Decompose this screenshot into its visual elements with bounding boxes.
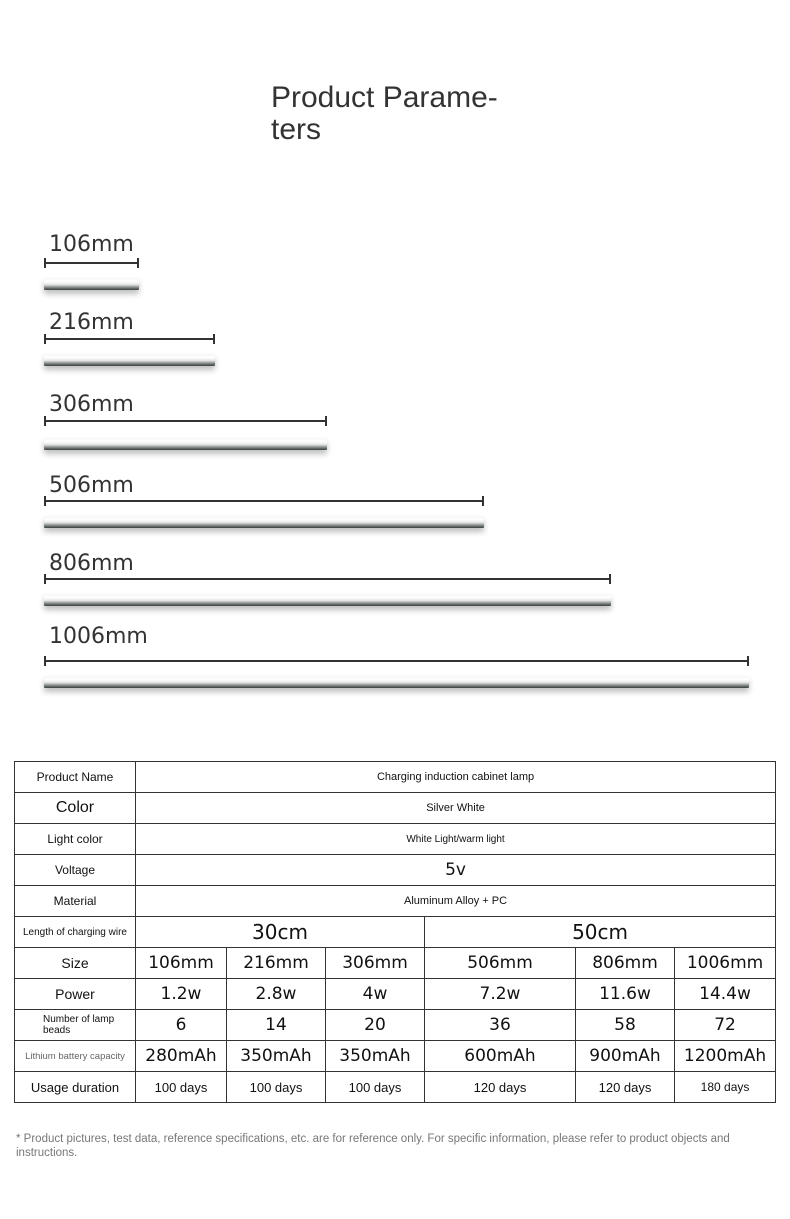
dimension-line <box>44 258 139 268</box>
row-value: 1006mm <box>675 948 776 979</box>
row-label: Light color <box>15 824 136 855</box>
row-value: 4w <box>326 979 425 1010</box>
row-value: 120 days <box>576 1072 675 1103</box>
page-title-line1: Product Parame- <box>271 81 498 114</box>
row-value: 100 days <box>227 1072 326 1103</box>
page-title-line2: ters <box>271 113 322 146</box>
row-label: Product Name <box>15 762 136 793</box>
row-label: Voltage <box>15 855 136 886</box>
row-value: 600mAh <box>425 1041 576 1072</box>
row-value: 900mAh <box>576 1041 675 1072</box>
row-value: 50cm <box>425 917 776 948</box>
table-row <box>15 1041 776 1072</box>
row-value: 11.6w <box>576 979 675 1010</box>
row-value: 350mAh <box>227 1041 326 1072</box>
lamp-bar <box>44 438 327 450</box>
row-value: 350mAh <box>326 1041 425 1072</box>
row-value: 306mm <box>326 948 425 979</box>
table-row <box>15 855 776 886</box>
row-value: 2.8w <box>227 979 326 1010</box>
row-value: 100 days <box>136 1072 227 1103</box>
dimension-line <box>44 496 484 506</box>
row-value: 180 days <box>675 1072 776 1103</box>
row-value: 72 <box>675 1010 776 1041</box>
row-label: Lithium battery capacity <box>15 1041 136 1072</box>
dimension-line <box>44 574 611 584</box>
table-row <box>15 948 776 979</box>
lamp-length-label: 806mm <box>49 551 134 576</box>
row-value: 14 <box>227 1010 326 1041</box>
row-value: 6 <box>136 1010 227 1041</box>
table-row <box>15 793 776 824</box>
row-value: 280mAh <box>136 1041 227 1072</box>
row-value: White Light/warm light <box>136 824 776 855</box>
row-value: 7.2w <box>425 979 576 1010</box>
disclaimer-note: * Product pictures, test data, reference specifications, etc. are for reference only. For specific information, please refer to product objects and instructions. <box>16 1133 730 1159</box>
parameters-table <box>14 761 776 1103</box>
lamp-bar <box>44 354 215 366</box>
row-value: 506mm <box>425 948 576 979</box>
row-value: 120 days <box>425 1072 576 1103</box>
row-value: 5v <box>136 855 776 886</box>
row-value: 806mm <box>576 948 675 979</box>
row-value: 20 <box>326 1010 425 1041</box>
table-row <box>15 1010 776 1041</box>
table-row <box>15 762 776 793</box>
row-value: 30cm <box>136 917 425 948</box>
row-label: Length of charging wire <box>15 917 136 948</box>
lamp-length-label: 306mm <box>49 392 134 417</box>
row-value: 106mm <box>136 948 227 979</box>
table-row <box>15 886 776 917</box>
lamp-bar <box>44 594 611 606</box>
dimension-line <box>44 416 327 426</box>
table-row <box>15 824 776 855</box>
row-value: Aluminum Alloy + PC <box>136 886 776 917</box>
row-label: Number of lamp beads <box>15 1010 136 1041</box>
row-value: Silver White <box>136 793 776 824</box>
row-value: 58 <box>576 1010 675 1041</box>
row-value: 1200mAh <box>675 1041 776 1072</box>
row-value: 216mm <box>227 948 326 979</box>
row-value: Charging induction cabinet lamp <box>136 762 776 793</box>
table-row <box>15 917 776 948</box>
table-row <box>15 979 776 1010</box>
dimension-line <box>44 334 215 344</box>
lamp-length-label: 216mm <box>49 310 134 335</box>
row-label: Color <box>15 793 136 824</box>
page-title <box>271 82 541 146</box>
lamp-bar <box>44 278 139 290</box>
row-label: Power <box>15 979 136 1010</box>
row-value: 36 <box>425 1010 576 1041</box>
row-value: 100 days <box>326 1072 425 1103</box>
table-row <box>15 1072 776 1103</box>
lamp-length-label: 106mm <box>49 232 134 257</box>
lamp-length-label: 506mm <box>49 473 134 498</box>
row-label: Material <box>15 886 136 917</box>
dimension-line <box>44 656 749 666</box>
row-value: 1.2w <box>136 979 227 1010</box>
lamp-bar <box>44 676 749 688</box>
row-value: 14.4w <box>675 979 776 1010</box>
lamp-bar <box>44 516 484 528</box>
row-label: Usage duration <box>15 1072 136 1103</box>
row-label: Size <box>15 948 136 979</box>
lamp-length-label: 1006mm <box>49 624 148 649</box>
